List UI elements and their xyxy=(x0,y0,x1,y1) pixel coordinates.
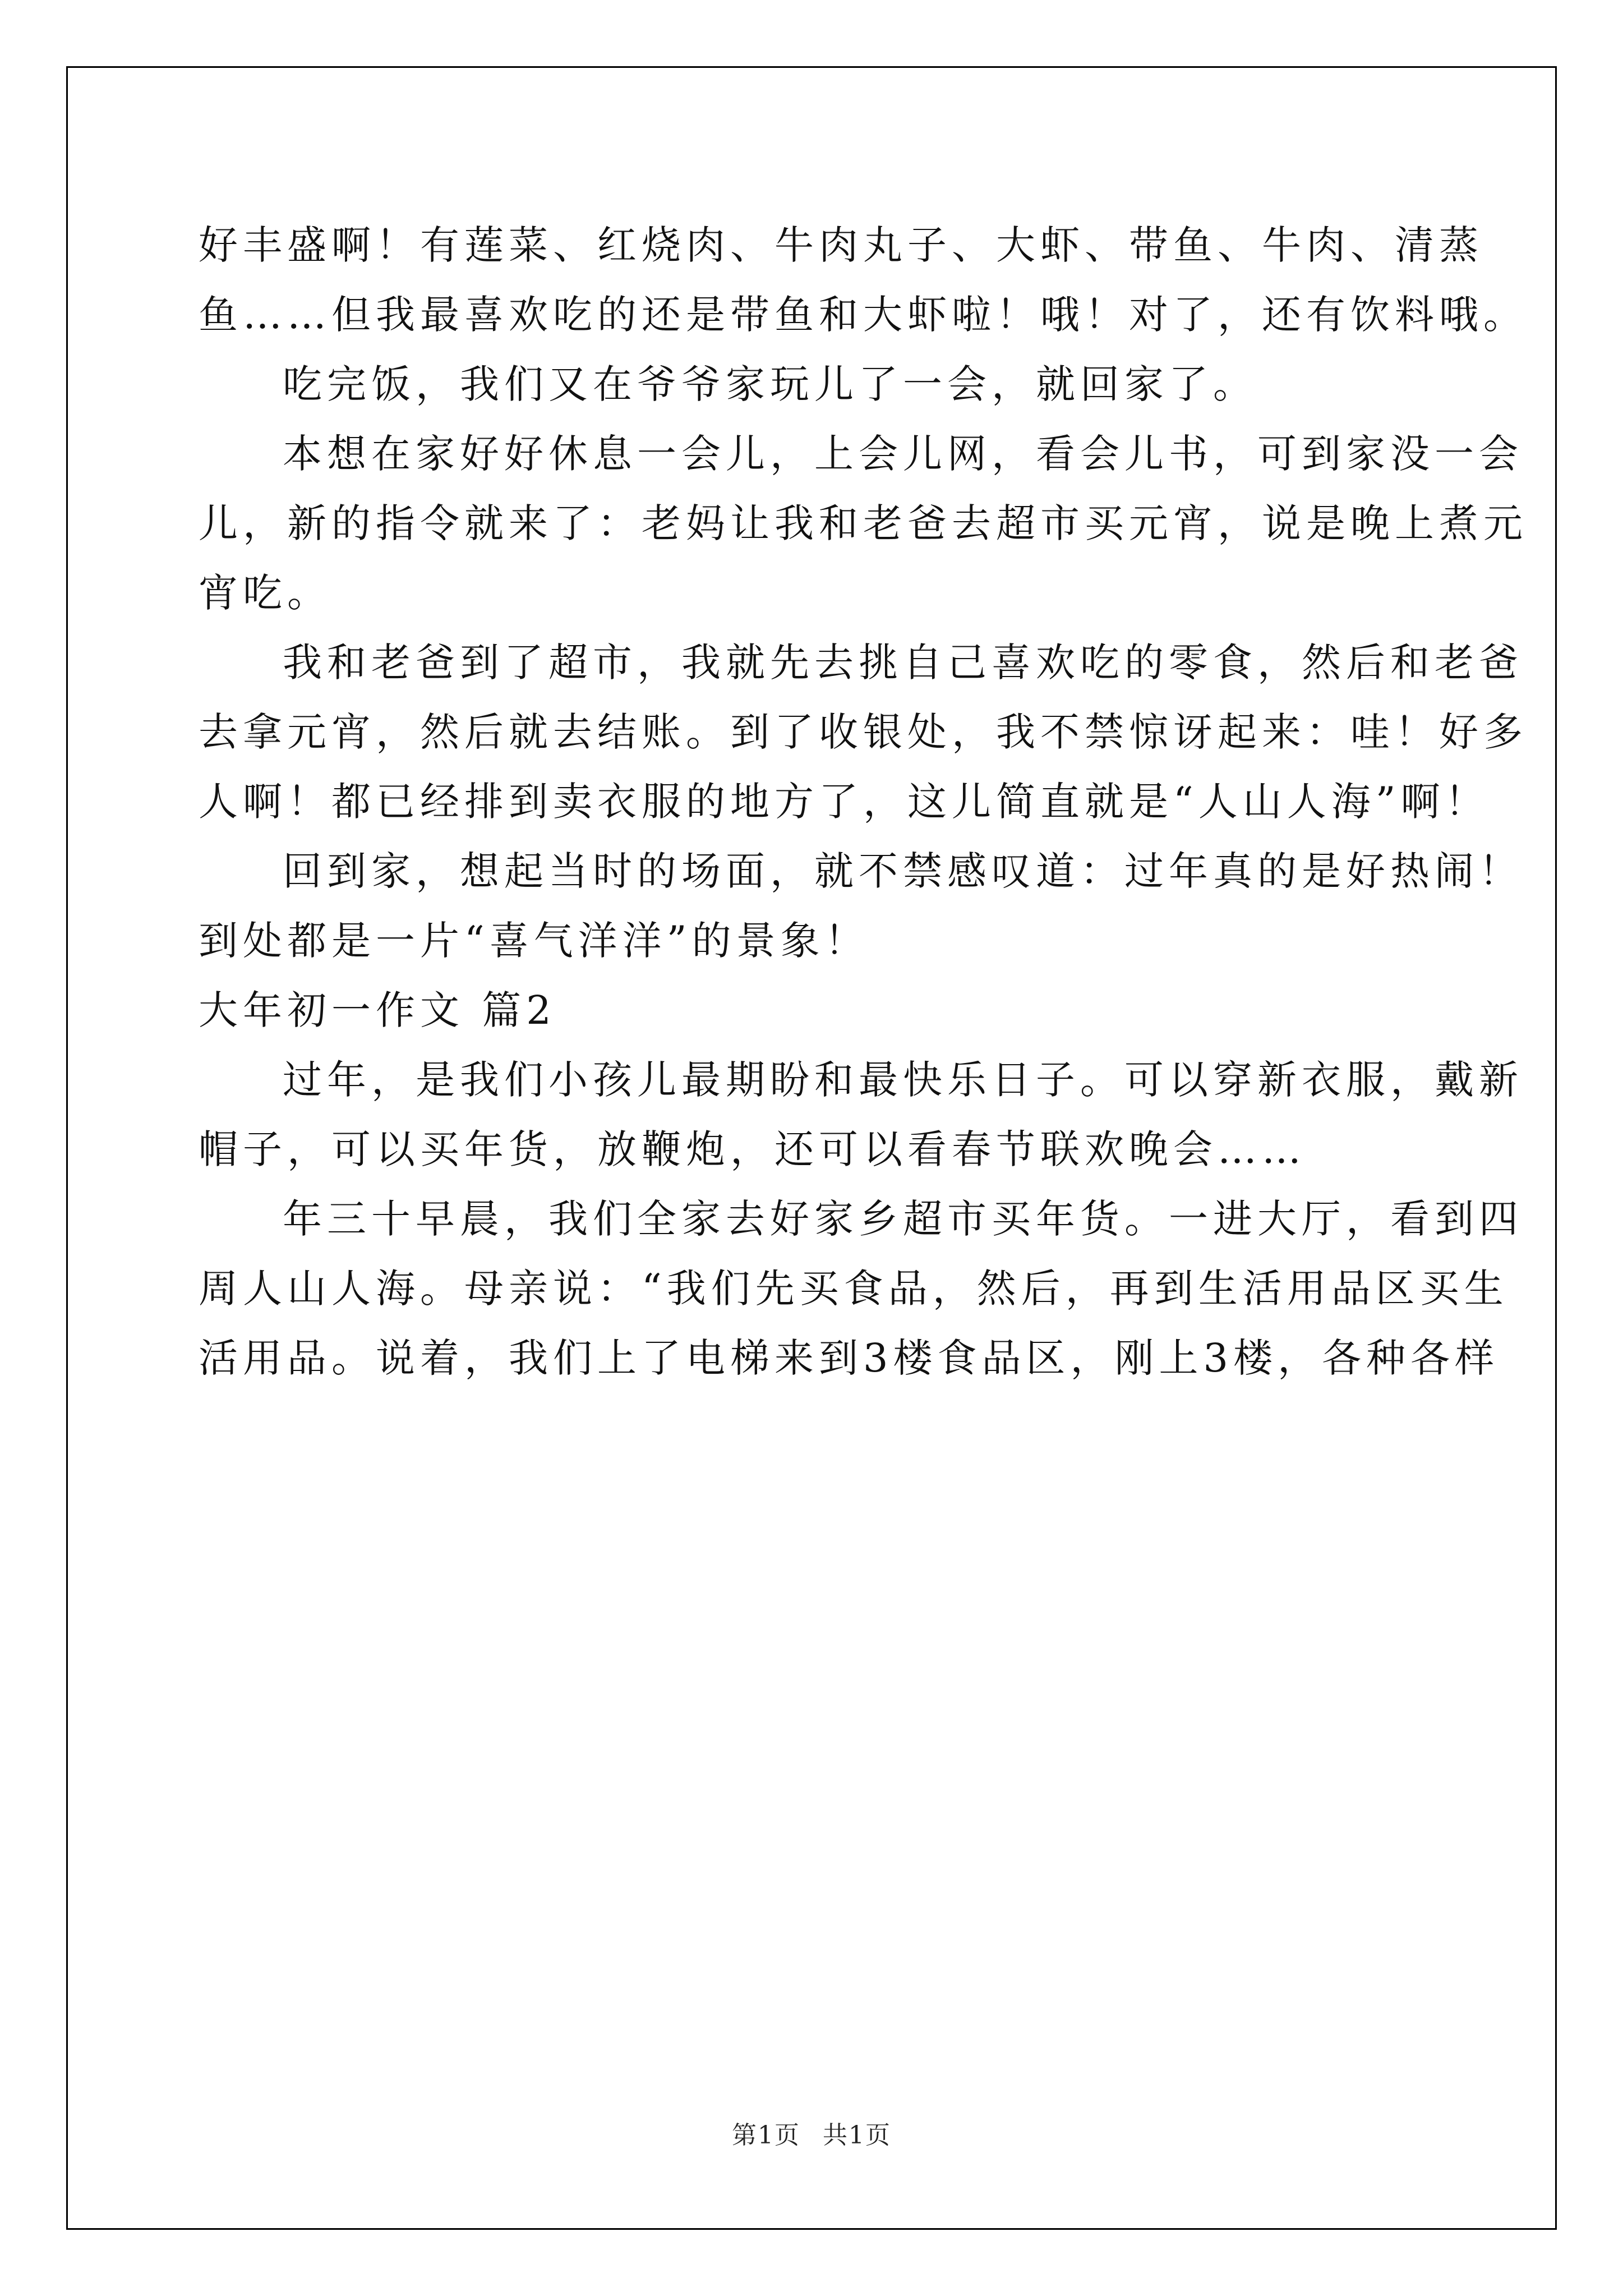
text-line: 儿，新的指令就来了：老妈让我和老爸去超市买元宵，说是晚上煮元 xyxy=(199,500,1528,546)
text-line: 我和老爸到了超市，我就先去挑自己喜欢吃的零食，然后和老爸 xyxy=(283,639,1523,685)
text-line: 宵吃。 xyxy=(199,570,331,616)
text-line: 帽子，可以买年货，放鞭炮，还可以看春节联欢晚会…… xyxy=(199,1126,1306,1172)
page-total: 共1页 xyxy=(823,2121,891,2150)
text-line: 周人山人海。母亲说：“我们先买食品，然后，再到生活用品区买生 xyxy=(199,1266,1509,1312)
text-line: 年三十早晨，我们全家去好家乡超市买年货。一进大厅，看到四 xyxy=(283,1196,1523,1242)
text-line: 人啊！都已经排到卖衣服的地方了，这儿简直就是“人山人海”啊！ xyxy=(199,779,1490,825)
text-line: 本想在家好好休息一会儿，上会儿网，看会儿书，可到家没一会 xyxy=(283,431,1523,477)
text-line: 过年，是我们小孩儿最期盼和最快乐日子。可以穿新衣服，戴新 xyxy=(283,1057,1523,1103)
text-line: 去拿元宵，然后就去结账。到了收银处，我不禁惊讶起来：哇！好多 xyxy=(199,709,1528,755)
text-line: 回到家，想起当时的场面，就不禁感叹道：过年真的是好热闹！ xyxy=(283,848,1523,894)
text-line: 吃完饭，我们又在爷爷家玩儿了一会，就回家了。 xyxy=(283,361,1257,407)
page-footer xyxy=(0,2115,1623,2151)
page-number: 第1页 xyxy=(732,2121,800,2150)
text-line: 到处都是一片“喜气洋洋”的景象！ xyxy=(199,918,869,964)
document-body xyxy=(199,210,1528,1393)
text-line: 好丰盛啊！有莲菜、红烧肉、牛肉丸子、大虾、带鱼、牛肉、清蒸 xyxy=(199,222,1483,268)
text-line: 鱼……但我最喜欢吃的还是带鱼和大虾啦！哦！对了，还有饮料哦。 xyxy=(199,292,1528,338)
section-heading: 大年初一作文 篇2 xyxy=(199,987,556,1033)
text-line: 活用品。说着，我们上了电梯来到3楼食品区，刚上3楼，各种各样 xyxy=(199,1335,1500,1381)
